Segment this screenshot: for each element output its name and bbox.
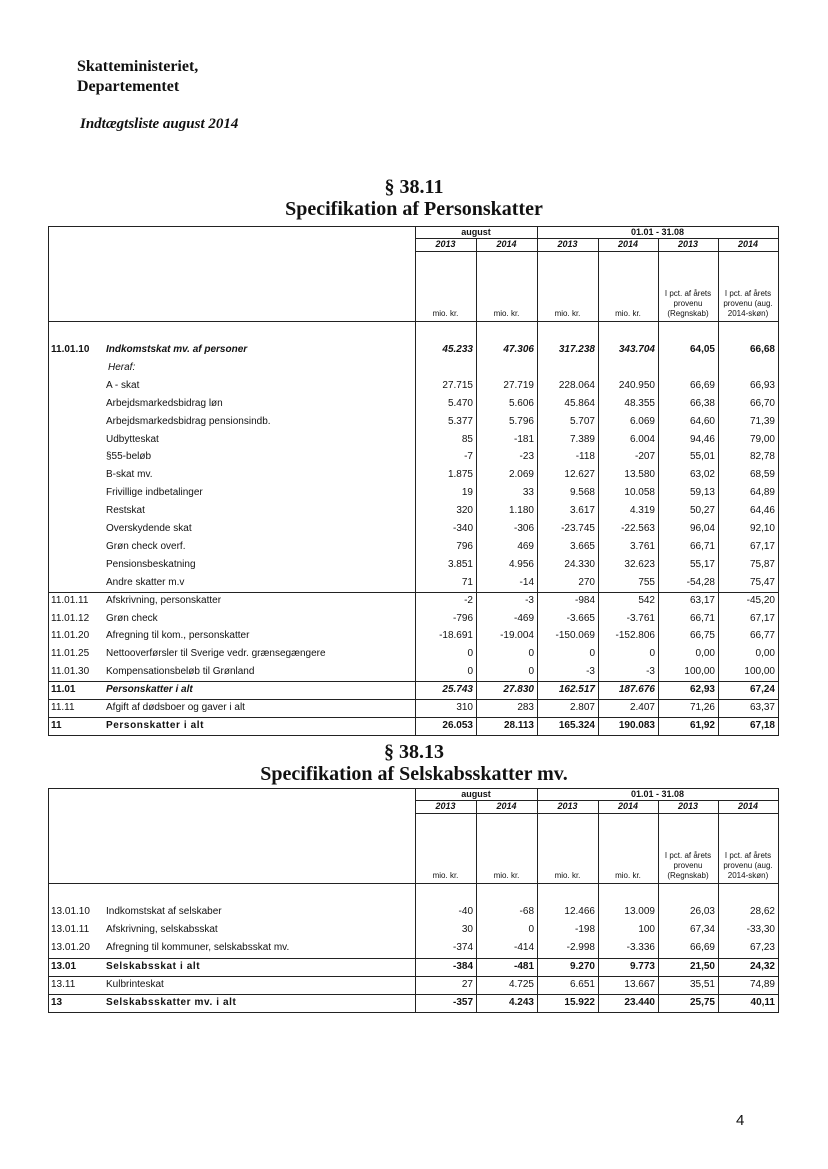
- row-description: Grøn check: [106, 612, 158, 624]
- table-row: [48, 574, 778, 592]
- table-title: Specifikation af Selskabsskatter mv.: [260, 763, 568, 785]
- row-value: 100: [638, 924, 655, 936]
- row-value: 50,27: [689, 505, 715, 517]
- row-value: -2: [464, 594, 473, 606]
- row-value: 26.053: [442, 719, 473, 731]
- row-value: 62,93: [689, 684, 715, 696]
- year-label: 2013: [677, 801, 699, 811]
- row-value: -40: [458, 906, 473, 917]
- year-label: 2014: [496, 801, 517, 811]
- row-value: 71: [461, 576, 473, 588]
- table-row: [48, 699, 778, 717]
- page-number: 4: [736, 1112, 745, 1129]
- group-august: august: [461, 789, 491, 799]
- unit-label: mio. kr.: [615, 309, 641, 318]
- row-value: 66,75: [689, 630, 715, 642]
- row-description: B-skat mv.: [106, 469, 153, 481]
- row-description: Afskrivning, selskabsskat: [106, 924, 218, 936]
- row-value: 67,18: [749, 719, 775, 731]
- row-value: 3.617: [569, 505, 595, 517]
- row-value: 66,69: [689, 379, 715, 391]
- row-value: -22.563: [621, 523, 655, 534]
- table-row: [48, 395, 778, 413]
- row-value: 25,75: [689, 997, 715, 1008]
- row-value: 96,04: [689, 523, 715, 534]
- row-value: 13.580: [624, 469, 655, 481]
- row-value: -306: [513, 523, 534, 534]
- table-row: [48, 592, 778, 610]
- table-row: [48, 976, 778, 994]
- row-value: -3.761: [626, 612, 655, 624]
- row-value: 66,68: [749, 344, 775, 355]
- table-row: [48, 921, 778, 939]
- row-code: 11.11: [51, 702, 75, 713]
- year-label: 2013: [435, 239, 456, 249]
- row-value: 67,17: [749, 612, 775, 624]
- row-value: 10.058: [624, 487, 655, 499]
- row-value: 67,34: [689, 924, 715, 936]
- row-description: Grøn check overf.: [106, 540, 186, 552]
- section-number: § 38.11: [384, 176, 444, 198]
- table-row: [48, 520, 778, 538]
- row-description: Pensionsbeskatning: [106, 558, 196, 570]
- row-value: 240.950: [618, 379, 655, 391]
- row-code: 11.01.12: [51, 612, 90, 624]
- row-value: 23.440: [624, 997, 655, 1008]
- row-description: Frivillige indbetalinger: [106, 487, 203, 499]
- row-value: 270: [578, 576, 595, 588]
- table-row: [48, 377, 778, 395]
- unit-label: mio. kr.: [493, 871, 520, 880]
- row-value: 55,01: [689, 451, 715, 463]
- row-value: -984: [574, 594, 595, 606]
- row-description: Overskydende skat: [106, 523, 192, 534]
- unit-label: mio. kr.: [554, 309, 581, 318]
- row-value: 79,00: [749, 433, 775, 445]
- row-value: 9.773: [629, 960, 655, 972]
- row-value: 165.324: [558, 719, 595, 731]
- row-value: -3.336: [626, 942, 655, 954]
- row-value: 5.377: [447, 415, 473, 427]
- row-description: Udbytteskat: [106, 433, 159, 445]
- row-code: 11.01.25: [51, 648, 90, 660]
- table-right-border: [778, 788, 779, 1013]
- row-description: Personskatter i alt: [106, 719, 205, 731]
- year-label: 2013: [557, 239, 578, 249]
- row-value: 26,03: [689, 906, 715, 917]
- row-value: 66,77: [749, 630, 775, 642]
- row-value: 0: [528, 924, 534, 936]
- row-value: -14: [519, 576, 534, 588]
- row-description: Nettooverførsler til Sverige vedr. grænsegængere: [106, 648, 326, 660]
- row-code: 13.01.11: [51, 924, 90, 936]
- group-period: 01.01 - 31.08: [630, 227, 685, 237]
- row-code: 13.01.20: [51, 942, 90, 954]
- row-value: 3.851: [447, 558, 473, 570]
- row-value: 82,78: [749, 451, 775, 463]
- row-value: 59,13: [689, 487, 715, 499]
- row-description: Indkomstskat mv. af personer: [106, 344, 248, 355]
- row-value: 190.083: [618, 719, 655, 731]
- row-value: 3.761: [629, 540, 655, 552]
- year-label: 2014: [617, 801, 639, 811]
- row-value: 63,37: [749, 702, 775, 713]
- row-description: Andre skatter m.v: [106, 576, 185, 588]
- row-code: 13.01.10: [51, 906, 90, 917]
- table-row: [48, 502, 778, 520]
- table-row: [48, 681, 778, 699]
- table-bottom-border: [48, 735, 778, 736]
- row-value: -45,20: [746, 594, 775, 606]
- row-value: -7: [464, 451, 473, 463]
- row-value: 796: [456, 540, 473, 552]
- row-description: Kulbrinteskat: [106, 978, 164, 990]
- row-value: 66,71: [689, 612, 715, 624]
- table-row: [48, 903, 778, 921]
- row-value: 25.743: [442, 684, 473, 696]
- row-value: 4.243: [508, 997, 534, 1008]
- row-description: Personskatter i alt: [106, 684, 193, 696]
- row-value: 30: [461, 924, 473, 936]
- row-value: 28,62: [749, 906, 775, 917]
- row-value: 13.667: [624, 978, 655, 990]
- year-label: 2014: [737, 239, 759, 249]
- row-value: -68: [519, 906, 534, 917]
- row-description: Kompensationsbeløb til Grønland: [106, 666, 255, 678]
- row-value: 21,50: [689, 960, 715, 972]
- row-value: 75,47: [749, 576, 775, 588]
- row-value: 94,46: [689, 433, 715, 445]
- row-value: -340: [452, 523, 473, 534]
- row-value: 13.009: [624, 906, 655, 917]
- ministry-name: Skatteministeriet,: [77, 58, 199, 75]
- row-value: 71,39: [749, 415, 775, 427]
- row-value: 343.704: [618, 344, 655, 355]
- row-value: 0: [528, 666, 534, 678]
- row-value: 47.306: [503, 344, 534, 355]
- row-value: 100,00: [684, 666, 715, 678]
- row-value: 100,00: [744, 666, 775, 678]
- row-value: 12.627: [564, 469, 595, 481]
- row-value: 317.238: [558, 344, 595, 355]
- row-value: 27: [461, 978, 473, 990]
- row-value: -18.691: [439, 630, 473, 642]
- row-value: 2.069: [508, 469, 534, 481]
- table-bottom-border: [48, 1012, 778, 1013]
- row-value: 67,23: [749, 942, 775, 954]
- row-value: 283: [517, 702, 534, 713]
- row-value: 162.517: [558, 684, 595, 696]
- row-value: 67,17: [749, 540, 775, 552]
- row-value: 310: [456, 702, 473, 713]
- year-label: 2014: [496, 239, 517, 249]
- header-line: [415, 251, 778, 252]
- unit-label: I pct. af årets provenu (aug. 2014-skøn): [723, 851, 773, 880]
- row-value: -3: [586, 666, 595, 678]
- row-value: 0: [649, 648, 655, 660]
- row-value: 9.270: [569, 960, 595, 972]
- row-value: -796: [452, 612, 473, 624]
- row-value: 5.470: [447, 397, 473, 409]
- row-value: 85: [461, 433, 473, 445]
- row-value: 35,51: [689, 978, 715, 990]
- unit-label: I pct. af årets provenu (Regnskab): [664, 851, 712, 880]
- row-value: 68,59: [749, 469, 775, 481]
- table-row: [48, 466, 778, 484]
- row-value: 63,17: [689, 594, 715, 606]
- unit-label: mio. kr.: [432, 309, 459, 318]
- table-row: [48, 958, 778, 976]
- row-value: -374: [452, 942, 473, 954]
- header-bottom-line: [48, 321, 778, 322]
- row-value: -414: [513, 942, 534, 954]
- table-row: [48, 645, 778, 663]
- row-value: 40,11: [750, 997, 775, 1008]
- row-value: 0,00: [755, 648, 775, 660]
- row-value: -23: [519, 451, 534, 463]
- row-value: 63,02: [689, 469, 715, 481]
- row-value: 6.069: [629, 415, 655, 427]
- row-value: 4.319: [629, 505, 655, 517]
- row-value: 75,87: [749, 558, 775, 570]
- row-code: 11.01.20: [51, 630, 90, 642]
- row-value: -181: [513, 433, 534, 445]
- row-value: 27.719: [503, 379, 534, 391]
- row-value: 64,05: [689, 344, 715, 355]
- row-value: 5.707: [569, 415, 595, 427]
- table-row: [48, 359, 778, 377]
- row-value: 45.233: [442, 344, 473, 355]
- row-value: 1.875: [447, 469, 473, 481]
- row-value: 66,70: [749, 397, 775, 409]
- row-description: Heraf:: [108, 361, 136, 373]
- row-value: -19.004: [500, 630, 534, 642]
- row-description: Arbejdsmarkedsbidrag løn: [106, 397, 223, 409]
- row-value: -150.069: [555, 630, 595, 642]
- row-value: 66,69: [689, 942, 715, 954]
- row-value: -23.745: [561, 523, 595, 534]
- row-value: 27.715: [442, 379, 473, 391]
- row-value: -469: [513, 612, 534, 624]
- unit-label: I pct. af årets provenu (Regnskab): [664, 289, 712, 318]
- row-value: 71,26: [689, 702, 715, 713]
- department-name: Departementet: [77, 78, 180, 95]
- row-value: 7.389: [569, 433, 595, 445]
- row-value: 64,60: [689, 415, 715, 427]
- year-label: 2013: [435, 801, 456, 811]
- row-code: 11: [51, 719, 62, 731]
- row-description: A - skat: [106, 379, 140, 391]
- table-row: [48, 939, 778, 957]
- header-bottom-line: [48, 883, 778, 884]
- section-number: § 38.13: [384, 741, 444, 763]
- table-row: [48, 663, 778, 681]
- row-code: 11.01.10: [51, 344, 90, 355]
- table-row: [48, 448, 778, 466]
- year-label: 2013: [677, 239, 699, 249]
- row-code: 11.01.30: [51, 666, 90, 678]
- row-value: 24,32: [749, 960, 775, 972]
- row-value: 4.725: [508, 978, 534, 990]
- row-value: 542: [638, 594, 655, 606]
- row-value: 67,24: [749, 684, 775, 696]
- row-value: 32.623: [624, 558, 655, 570]
- row-value: 9.568: [569, 487, 595, 499]
- row-value: 55,17: [689, 558, 715, 570]
- row-value: 0: [589, 648, 595, 660]
- row-value: -384: [452, 960, 473, 972]
- unit-label: mio. kr.: [493, 309, 520, 318]
- group-period: 01.01 - 31.08: [630, 789, 685, 799]
- table-title: Specifikation af Personskatter: [285, 198, 543, 220]
- row-value: 45.864: [564, 397, 595, 409]
- group-august: august: [461, 227, 491, 237]
- row-description: Afregning til kom., personskatter: [106, 630, 250, 642]
- row-value: 48.355: [624, 397, 655, 409]
- row-value: 15.922: [564, 997, 595, 1008]
- header-line: [415, 813, 778, 814]
- row-code: 11.01: [51, 684, 76, 696]
- row-value: 33: [522, 487, 534, 499]
- table-row: [48, 717, 778, 735]
- table-row: [48, 431, 778, 449]
- row-description: Selskabsskatter mv. i alt: [106, 997, 237, 1008]
- list-title: Indtægtsliste august 2014: [80, 116, 239, 132]
- row-description: Restskat: [106, 505, 145, 517]
- row-value: -3: [646, 666, 655, 678]
- row-code: 13: [51, 997, 63, 1008]
- table-row: [48, 556, 778, 574]
- table-row: [48, 627, 778, 645]
- row-value: 2.407: [629, 702, 655, 713]
- row-value: 66,71: [689, 540, 715, 552]
- row-value: 5.796: [508, 415, 534, 427]
- row-value: 66,93: [749, 379, 775, 391]
- row-value: 19: [461, 487, 473, 499]
- row-value: 3.665: [569, 540, 595, 552]
- row-value: -3: [525, 594, 534, 606]
- row-value: 0: [467, 648, 473, 660]
- row-description: §55-beløb: [106, 451, 152, 463]
- unit-label: mio. kr.: [432, 871, 459, 880]
- year-label: 2013: [557, 801, 578, 811]
- row-value: 61,92: [689, 719, 715, 731]
- row-value: 28.113: [503, 719, 534, 731]
- row-value: -118: [575, 451, 595, 463]
- row-description: Indkomstskat af selskaber: [106, 906, 222, 917]
- row-description: Afgift af dødsboer og gaver i alt: [106, 702, 245, 713]
- row-value: 74,89: [749, 978, 775, 990]
- row-value: 27.830: [503, 684, 534, 696]
- row-description: Afregning til kommuner, selskabsskat mv.: [106, 942, 290, 954]
- row-value: -54,28: [686, 576, 715, 588]
- year-label: 2014: [737, 801, 759, 811]
- row-value: 0,00: [695, 648, 715, 660]
- row-description: Afskrivning, personskatter: [106, 594, 222, 606]
- row-value: 4.956: [508, 558, 534, 570]
- row-code: 11.01.11: [51, 594, 89, 606]
- row-value: 64,46: [749, 505, 775, 517]
- table-row: [48, 413, 778, 431]
- table-row: [48, 341, 778, 359]
- row-value: -357: [452, 997, 473, 1008]
- row-value: 320: [456, 505, 473, 517]
- row-value: 2.807: [569, 702, 595, 713]
- row-value: -481: [513, 960, 534, 972]
- row-value: 12.466: [564, 906, 595, 917]
- table-row: [48, 994, 778, 1012]
- row-value: -33,30: [746, 924, 775, 936]
- row-value: 24.330: [564, 558, 595, 570]
- row-value: 755: [638, 576, 655, 588]
- row-description: Selskabsskat i alt: [106, 960, 201, 972]
- row-value: -2.998: [566, 942, 595, 954]
- row-code: 13.11: [51, 978, 76, 990]
- row-description: Arbejdsmarkedsbidrag pensionsindb.: [106, 415, 271, 427]
- table-row: [48, 484, 778, 502]
- unit-label: mio. kr.: [554, 871, 581, 880]
- row-value: 66,38: [689, 397, 715, 409]
- table-row: [48, 610, 778, 628]
- table-right-border: [778, 226, 779, 736]
- row-value: 187.676: [618, 684, 655, 696]
- unit-label: mio. kr.: [615, 871, 641, 880]
- row-value: 469: [517, 540, 534, 552]
- row-value: 228.064: [558, 379, 595, 391]
- ministry-header: [77, 57, 198, 97]
- row-value: -198: [574, 924, 595, 936]
- unit-label: I pct. af årets provenu (aug. 2014-skøn): [723, 289, 773, 318]
- row-value: -152.806: [615, 630, 655, 642]
- row-value: 5.606: [508, 397, 534, 409]
- row-value: 92,10: [749, 523, 775, 534]
- row-value: 0: [528, 648, 534, 660]
- row-value: -207: [634, 451, 655, 463]
- row-value: 64,89: [749, 487, 775, 499]
- row-value: 6.004: [629, 433, 655, 445]
- year-label: 2014: [617, 239, 639, 249]
- row-value: 0: [467, 666, 473, 678]
- row-value: 6.651: [569, 978, 595, 990]
- row-value: -3.665: [566, 612, 595, 624]
- table-row: [48, 538, 778, 556]
- row-code: 13.01: [51, 960, 77, 972]
- row-value: 1.180: [508, 505, 534, 517]
